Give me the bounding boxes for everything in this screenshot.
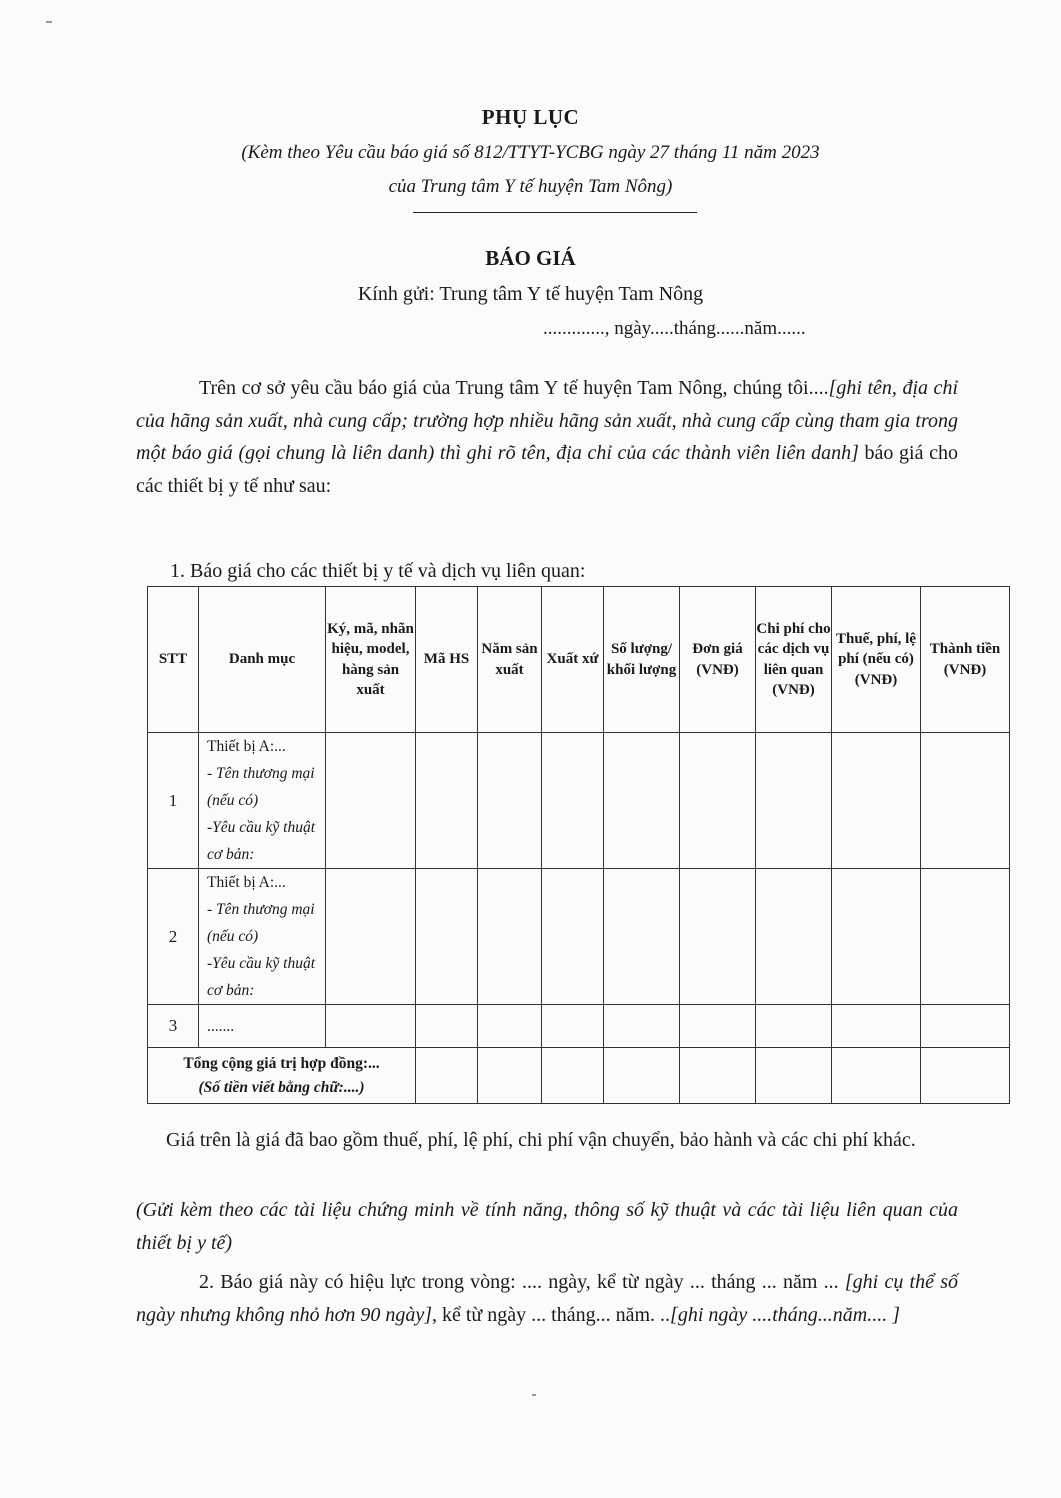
table-row xyxy=(148,1005,1010,1048)
item-trade-name: - Tên thương mại (nếu có) xyxy=(207,765,315,809)
cell-empty xyxy=(604,1048,680,1104)
table-row xyxy=(148,869,1010,1005)
table-header-row xyxy=(148,587,1010,733)
section-1-heading: 1. Báo giá cho các thiết bị y tế và dịch vụ liên quan: xyxy=(170,560,586,582)
cell-empty xyxy=(416,1005,478,1048)
cell-empty xyxy=(756,1048,832,1104)
intro-lead: Trên cơ sở yêu cầu báo giá của Trung tâm Y tế huyện Tam Nông, chúng tôi.... xyxy=(199,377,829,399)
row-description xyxy=(199,733,326,869)
cell-empty xyxy=(832,1005,921,1048)
price-note: Giá trên là giá đã bao gồm thuế, phí, lệ phí, chi phí vận chuyển, bảo hành và các chi phí khác. xyxy=(166,1129,916,1151)
row-stt: 2 xyxy=(148,869,199,1005)
cell-empty xyxy=(680,869,756,1005)
cell-empty xyxy=(604,1005,680,1048)
col-header-tax: Thuế, phí, lệ phí (nếu có) (VNĐ) xyxy=(832,587,921,733)
recipient-line: Kính gửi: Trung tâm Y tế huyện Tam Nông xyxy=(357,283,704,305)
col-header-unit-price: Đơn giá (VNĐ) xyxy=(680,587,756,733)
intro-paragraph xyxy=(136,372,958,502)
row-description xyxy=(199,869,326,1005)
row-description: ....... xyxy=(199,1005,326,1048)
item-name: Thiết bị A:... xyxy=(207,738,286,755)
total-in-words: (Số tiền viết bằng chữ:....) xyxy=(198,1078,365,1096)
cell-empty xyxy=(921,1005,1010,1048)
scan-speck xyxy=(46,21,52,23)
validity-middle: , kể từ ngày ... tháng... năm. .. xyxy=(432,1303,671,1326)
validity-paragraph xyxy=(136,1266,958,1331)
col-header-total: Thành tiền (VNĐ) xyxy=(921,587,1010,733)
col-header-category: Danh mục xyxy=(199,587,326,733)
cell-empty xyxy=(921,869,1010,1005)
cell-empty xyxy=(832,733,921,869)
col-header-quantity: Số lượng/ khối lượng xyxy=(604,587,680,733)
cell-empty xyxy=(542,1048,604,1104)
cell-empty xyxy=(756,1005,832,1048)
item-requirements: -Yêu cầu kỹ thuật cơ bản: xyxy=(207,819,316,863)
cell-empty xyxy=(542,733,604,869)
cell-empty xyxy=(756,869,832,1005)
cell-empty xyxy=(542,1005,604,1048)
cell-empty xyxy=(416,1048,478,1104)
cell-empty xyxy=(478,1005,542,1048)
row-stt: 1 xyxy=(148,733,199,869)
cell-empty xyxy=(326,733,416,869)
cell-empty xyxy=(542,869,604,1005)
validity-italic-1: [ghi cụ thể số ngày nhưng không nhỏ hơn 90 ngày] xyxy=(136,1271,959,1326)
date-line: ............., ngày.....tháng......năm...... xyxy=(543,318,806,339)
item-requirements: -Yêu cầu kỹ thuật cơ bản: xyxy=(207,955,316,999)
item-name: Thiết bị A:... xyxy=(207,874,286,891)
col-header-origin: Xuất xứ xyxy=(542,587,604,733)
cell-empty xyxy=(326,869,416,1005)
total-label: Tổng cộng giá trị hợp đồng:... xyxy=(183,1054,380,1072)
scan-speck xyxy=(532,1394,536,1396)
cell-empty xyxy=(416,869,478,1005)
cell-empty xyxy=(478,869,542,1005)
appendix-title: PHỤ LỤC xyxy=(481,105,580,129)
col-header-service-cost: Chi phí cho các dịch vụ liên quan (VNĐ) xyxy=(756,587,832,733)
cell-empty xyxy=(756,733,832,869)
cell-empty xyxy=(921,1048,1010,1104)
cell-empty xyxy=(604,869,680,1005)
cell-empty xyxy=(680,1005,756,1048)
quote-title: BÁO GIÁ xyxy=(485,246,576,270)
row-stt: 3 xyxy=(148,1005,199,1048)
cell-empty xyxy=(832,1048,921,1104)
cell-empty xyxy=(416,733,478,869)
cell-empty xyxy=(921,733,1010,869)
col-header-year: Năm sản xuất xyxy=(478,587,542,733)
col-header-hs-code: Mã HS xyxy=(416,587,478,733)
cell-empty xyxy=(832,869,921,1005)
cell-empty xyxy=(680,1048,756,1104)
table-total-row xyxy=(148,1048,1010,1104)
cell-empty xyxy=(604,733,680,869)
cell-empty xyxy=(680,733,756,869)
total-cell xyxy=(148,1048,416,1104)
validity-italic-2: [ghi ngày ....tháng...năm.... ] xyxy=(670,1303,901,1326)
appendix-subtitle-line1: (Kèm theo Yêu cầu báo giá số 812/TTYT-YCBG ngày 27 tháng 11 năm 2023 xyxy=(241,142,820,163)
col-header-stt: STT xyxy=(148,587,199,733)
divider-rule xyxy=(413,212,697,213)
validity-lead: 2. Báo giá này có hiệu lực trong vòng: .... ngày, kể từ ngày ... tháng ... năm ... xyxy=(199,1271,845,1293)
cell-empty xyxy=(478,1048,542,1104)
cell-empty xyxy=(326,1005,416,1048)
quote-table xyxy=(147,586,1010,1104)
col-header-brand-model: Ký, mã, nhãn hiệu, model, hàng sản xuất xyxy=(326,587,416,733)
attachment-note: (Gửi kèm theo các tài liệu chứng minh về tính năng, thông số kỹ thuật và các tài liệu liên quan của thiết bị y tế) xyxy=(136,1199,958,1254)
appendix-subtitle-line2: của Trung tâm Y tế huyện Tam Nông) xyxy=(388,176,673,197)
intro-tail: báo giá cho các thiết bị y tế như sau: xyxy=(136,442,958,497)
cell-empty xyxy=(478,733,542,869)
item-trade-name: - Tên thương mại (nếu có) xyxy=(207,901,315,945)
table-row xyxy=(148,733,1010,869)
intro-italic: [ghi tên, địa chỉ của hãng sản xuất, nhà cung cấp; trường hợp nhiều hãng sản xuất, nhà cung cấp cùng tham gia trong một báo giá (gọi chung là liên danh) thì ghi rõ tên, địa chỉ của các thành viên liên danh] xyxy=(136,377,958,464)
